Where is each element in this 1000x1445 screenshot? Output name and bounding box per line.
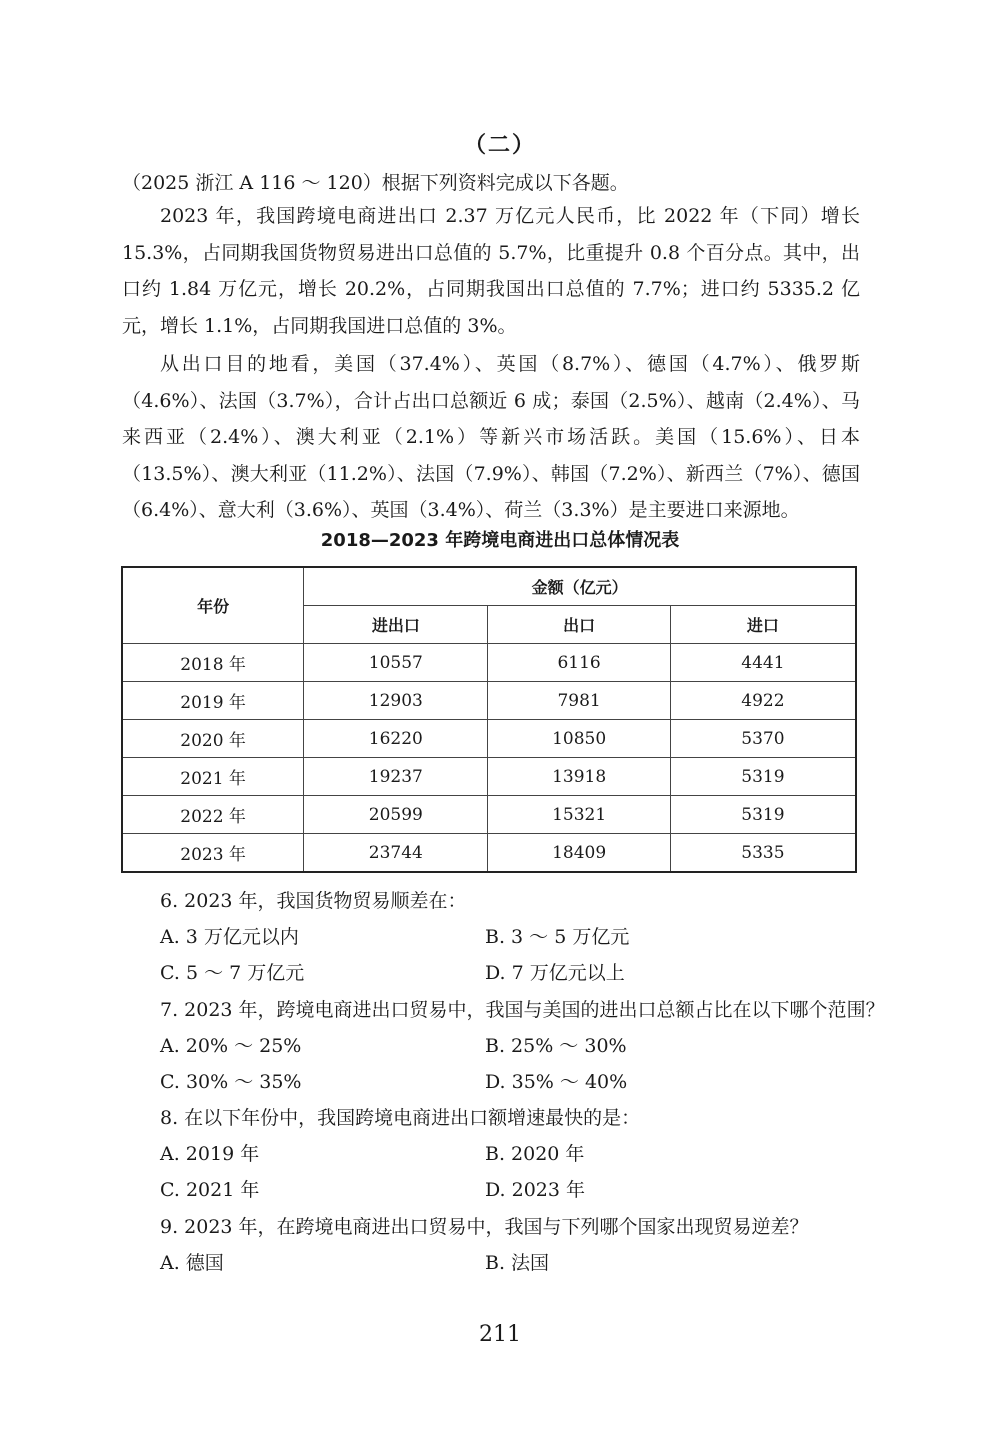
cell-export: 10850 xyxy=(488,720,670,758)
question-6: 6. 2023 年，我国货物贸易顺差在： xyxy=(160,890,467,912)
q6-option-b[interactable]: B. 3 ～ 5 万亿元 xyxy=(485,926,630,948)
q6-option-d[interactable]: D. 7 万亿元以上 xyxy=(485,962,625,984)
table-row xyxy=(122,682,856,720)
cell-total: 23744 xyxy=(304,834,488,873)
cell-import: 5319 xyxy=(670,796,856,834)
trade-table xyxy=(121,566,857,873)
cell-total: 19237 xyxy=(304,758,488,796)
q8-option-c[interactable]: C. 2021 年 xyxy=(160,1179,260,1201)
cell-year: 2019 年 xyxy=(122,682,304,720)
cell-year: 2018 年 xyxy=(122,644,304,682)
q6-option-a[interactable]: A. 3 万亿元以内 xyxy=(160,926,299,948)
header-year: 年份 xyxy=(122,567,304,644)
cell-export: 18409 xyxy=(488,834,670,873)
cell-export: 13918 xyxy=(488,758,670,796)
cell-total: 16220 xyxy=(304,720,488,758)
header-export: 出口 xyxy=(488,606,670,644)
cell-import: 5335 xyxy=(670,834,856,873)
cell-total: 20599 xyxy=(304,796,488,834)
cell-export: 7981 xyxy=(488,682,670,720)
cell-import: 4922 xyxy=(670,682,856,720)
q8-option-a[interactable]: A. 2019 年 xyxy=(160,1143,260,1165)
cell-total: 12903 xyxy=(304,682,488,720)
cell-import: 5319 xyxy=(670,758,856,796)
q9-option-b[interactable]: B. 法国 xyxy=(485,1252,550,1274)
cell-year: 2022 年 xyxy=(122,796,304,834)
question-8: 8. 在以下年份中，我国跨境电商进出口额增速最快的是： xyxy=(160,1107,641,1129)
table-row xyxy=(122,758,856,796)
q9-option-a[interactable]: A. 德国 xyxy=(160,1252,224,1274)
q6-option-c[interactable]: C. 5 ～ 7 万亿元 xyxy=(160,962,305,984)
cell-export: 6116 xyxy=(488,644,670,682)
cell-year: 2020 年 xyxy=(122,720,304,758)
table-row xyxy=(122,796,856,834)
cell-import: 5370 xyxy=(670,720,856,758)
table-row xyxy=(122,644,856,682)
section-title: （二） xyxy=(463,133,536,158)
header-amount: 金额（亿元） xyxy=(304,567,856,606)
header-total: 进出口 xyxy=(304,606,488,644)
cell-export: 15321 xyxy=(488,796,670,834)
intro-line: （2025 浙江 A 116 ～ 120）根据下列资料完成以下各题。 xyxy=(122,172,629,194)
page-number: 211 xyxy=(479,1322,521,1347)
q7-option-b[interactable]: B. 25% ～ 30% xyxy=(485,1035,627,1057)
question-7: 7. 2023 年，跨境电商进出口贸易中，我国与美国的进出口总额占比在以下哪个范围？ xyxy=(160,999,885,1021)
table-row xyxy=(122,720,856,758)
cell-import: 4441 xyxy=(670,644,856,682)
cell-year: 2021 年 xyxy=(122,758,304,796)
header-import: 进口 xyxy=(670,606,856,644)
question-9: 9. 2023 年，在跨境电商进出口贸易中，我国与下列哪个国家出现贸易逆差？ xyxy=(160,1216,809,1238)
q7-option-d[interactable]: D. 35% ～ 40% xyxy=(485,1071,628,1093)
table-title: 2018—2023 年跨境电商进出口总体情况表 xyxy=(320,530,680,551)
table-row xyxy=(122,834,856,873)
paragraph-destinations: 从出口目的地看，美国（37.4%）、英国（8.7%）、德国（4.7%）、俄罗斯（4.6%）、法国（3.7%），合计占出口总额近 6 成；泰国（2.5%）、越南（2.4%）、马来西亚（2.4%）、澳大利亚（2.1%）等新兴市场活跃。美国（15.6%）、日本（13.5%）、澳大利亚（11.2%）、法国（7.9%）、韩国（7.2%）、新西兰（7%）、德国（6.4%）、意大利（3.6%）、英国（3.4%）、荷兰（3.3%）是主要进口来源地。 xyxy=(122,353,860,521)
q7-option-c[interactable]: C. 30% ～ 35% xyxy=(160,1071,302,1093)
cell-total: 10557 xyxy=(304,644,488,682)
q8-option-d[interactable]: D. 2023 年 xyxy=(485,1179,586,1201)
paragraph-overview: 2023 年，我国跨境电商进出口 2.37 万亿元人民币，比 2022 年（下同）增长 15.3%，占同期我国货物贸易进出口总值的 5.7%，比重提升 0.8 个百分点。其中，出口约 1.84 万亿元，增长 20.2%，占同期我国出口总值的 7.7%；进口约 5335.2 亿元，增长 1.1%，占同期我国进口总值的 3%。 xyxy=(122,205,860,337)
q8-option-b[interactable]: B. 2020 年 xyxy=(485,1143,585,1165)
cell-year: 2023 年 xyxy=(122,834,304,873)
q7-option-a[interactable]: A. 20% ～ 25% xyxy=(160,1035,302,1057)
